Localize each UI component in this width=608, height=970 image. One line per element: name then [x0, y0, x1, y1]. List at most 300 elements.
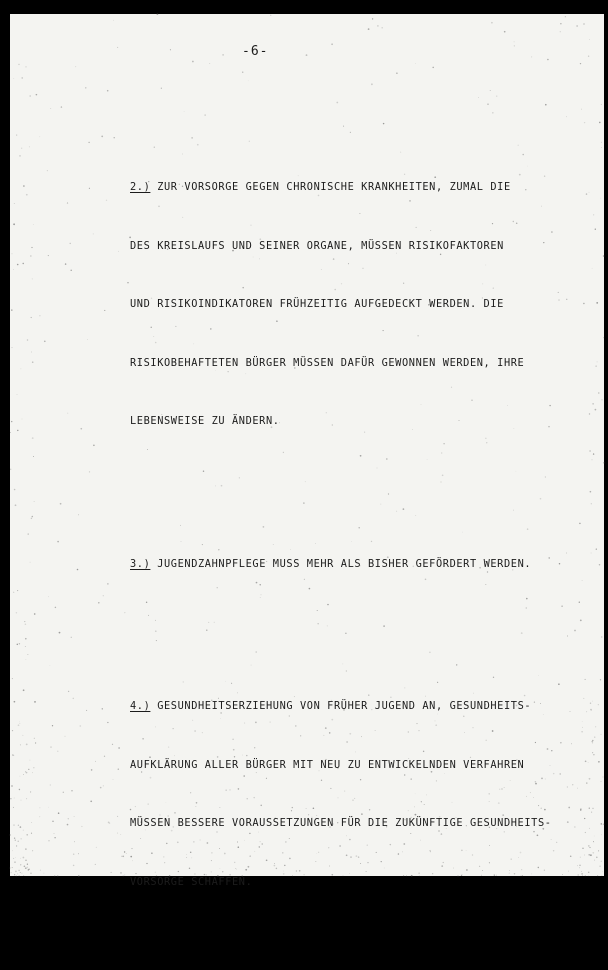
- noise-dot: [19, 643, 20, 644]
- noise-dot: [67, 413, 68, 414]
- noise-dot: [381, 27, 383, 29]
- text-line: GESUNDHEITSERZIEHUNG VON FRÜHER JUGEND AN, GESUNDHEITS-: [150, 700, 532, 712]
- noise-dot: [34, 701, 36, 703]
- noise-dot: [504, 31, 506, 33]
- noise-dot: [15, 857, 16, 858]
- noise-dot: [34, 501, 35, 502]
- noise-dot: [514, 45, 515, 46]
- noise-dot: [60, 503, 62, 505]
- noise-dot: [26, 659, 27, 660]
- noise-dot: [34, 738, 35, 739]
- noise-dot: [117, 47, 118, 48]
- noise-dot: [161, 88, 162, 89]
- text-line: MÜSSEN BESSERE VORAUSSETZUNGEN FÜR DIE ZUKÜNFTIGE GESUNDHEITS-: [130, 817, 552, 829]
- noise-dot: [127, 282, 128, 283]
- noise-dot: [31, 352, 32, 353]
- noise-dot: [118, 251, 119, 252]
- noise-dot: [118, 768, 119, 769]
- item-marker: 4.): [130, 700, 151, 712]
- noise-dot: [33, 767, 34, 768]
- noise-dot: [22, 419, 23, 420]
- noise-dot: [18, 841, 19, 842]
- noise-dot: [18, 825, 19, 826]
- noise-dot: [95, 761, 96, 762]
- noise-dot: [78, 875, 80, 877]
- noise-dot: [12, 253, 13, 254]
- noise-dot: [28, 654, 29, 655]
- noise-dot: [23, 735, 24, 736]
- noise-dot: [48, 255, 49, 256]
- noise-dot: [11, 421, 12, 422]
- noise-dot: [11, 785, 13, 787]
- noise-dot: [32, 772, 33, 773]
- noise-dot: [21, 838, 22, 839]
- noise-dot: [23, 830, 24, 831]
- noise-dot: [19, 722, 20, 723]
- noise-dot: [603, 337, 604, 338]
- noise-dot: [85, 87, 86, 88]
- noise-dot: [331, 43, 333, 45]
- noise-dot: [57, 541, 59, 543]
- noise-dot: [31, 518, 32, 519]
- noise-dot: [601, 636, 602, 637]
- noise-dot: [209, 63, 210, 64]
- noise-dot: [601, 399, 602, 400]
- noise-dot: [64, 736, 65, 737]
- noise-dot: [14, 203, 15, 204]
- paragraph-3: [130, 516, 600, 614]
- noise-dot: [31, 317, 32, 318]
- noise-dot: [29, 147, 30, 148]
- noise-dot: [20, 864, 21, 865]
- noise-dot: [70, 243, 71, 244]
- text-line: JUGENDZAHNPFLEGE MUSS MEHR ALS BISHER GEFÖRDERT WERDEN.: [150, 557, 532, 570]
- noise-dot: [19, 155, 21, 157]
- noise-dot: [39, 315, 40, 316]
- noise-dot: [58, 812, 60, 814]
- noise-dot: [588, 56, 589, 57]
- noise-dot: [50, 746, 51, 747]
- noise-dot: [11, 872, 12, 873]
- noise-dot: [89, 188, 90, 189]
- noise-dot: [602, 824, 603, 825]
- noise-dot: [29, 95, 31, 97]
- noise-dot: [560, 31, 561, 32]
- noise-dot: [98, 602, 100, 604]
- noise-dot: [44, 340, 46, 342]
- noise-dot: [75, 66, 76, 67]
- noise-dot: [14, 861, 15, 862]
- noise-dot: [242, 71, 243, 72]
- noise-dot: [270, 15, 271, 16]
- noise-dot: [23, 857, 25, 859]
- noise-dot: [27, 864, 28, 865]
- noise-dot: [565, 16, 566, 17]
- noise-dot: [30, 791, 31, 792]
- noise-dot: [23, 774, 24, 775]
- noise-dot: [122, 855, 124, 857]
- noise-dot: [52, 725, 53, 726]
- noise-dot: [17, 264, 19, 266]
- text-line: AUFKLÄRUNG ALLER BÜRGER MIT NEU ZU ENTWICKELNDEN VERFAHREN: [130, 758, 525, 771]
- noise-dot: [583, 23, 584, 24]
- noise-dot: [17, 590, 18, 591]
- noise-dot: [57, 751, 58, 752]
- noise-dot: [71, 637, 72, 638]
- noise-dot: [13, 223, 15, 225]
- page-number: -6-: [242, 44, 269, 59]
- noise-dot: [78, 853, 79, 854]
- noise-dot: [108, 822, 110, 824]
- noise-dot: [11, 309, 12, 310]
- noise-dot: [25, 860, 26, 861]
- noise-dot: [89, 471, 90, 472]
- noise-dot: [602, 875, 603, 876]
- noise-dot: [117, 833, 118, 834]
- noise-dot: [107, 90, 109, 92]
- noise-dot: [73, 853, 74, 854]
- noise-dot: [12, 754, 14, 756]
- noise-dot: [86, 710, 87, 711]
- noise-dot: [25, 66, 26, 67]
- noise-dot: [24, 866, 26, 868]
- noise-dot: [25, 623, 27, 625]
- noise-dot: [10, 469, 11, 470]
- noise-dot: [126, 853, 127, 854]
- noise-dot: [121, 856, 122, 857]
- noise-dot: [44, 873, 45, 874]
- noise-dot: [93, 233, 94, 234]
- noise-dot: [125, 612, 126, 613]
- noise-dot: [30, 562, 31, 563]
- noise-dot: [603, 255, 605, 257]
- noise-dot: [88, 142, 89, 143]
- noise-dot: [26, 194, 28, 196]
- noise-dot: [13, 269, 14, 270]
- noise-dot: [601, 861, 602, 862]
- noise-dot: [17, 394, 18, 395]
- noise-dot: [601, 734, 602, 735]
- noise-dot: [192, 61, 194, 63]
- noise-dot: [73, 698, 75, 700]
- noise-dot: [107, 722, 108, 723]
- noise-dot: [12, 678, 13, 679]
- noise-dot: [48, 840, 49, 841]
- noise-dot: [15, 504, 17, 506]
- noise-dot: [120, 872, 121, 873]
- noise-dot: [39, 816, 40, 817]
- document-page: [10, 14, 604, 888]
- noise-dot: [10, 798, 11, 799]
- noise-dot: [35, 742, 36, 743]
- noise-dot: [22, 263, 23, 264]
- noise-dot: [17, 873, 18, 874]
- noise-dot: [11, 347, 12, 348]
- noise-dot: [80, 428, 82, 430]
- noise-dot: [13, 825, 14, 826]
- noise-dot: [18, 64, 19, 65]
- noise-dot: [25, 646, 26, 647]
- item-marker: 2.): [130, 181, 151, 193]
- noise-dot: [18, 870, 19, 871]
- noise-dot: [31, 247, 32, 248]
- noise-dot: [396, 72, 398, 74]
- noise-dot: [104, 756, 105, 757]
- noise-dot: [20, 826, 22, 828]
- noise-dot: [601, 834, 602, 835]
- noise-dot: [102, 708, 103, 709]
- noise-dot: [20, 776, 21, 777]
- noise-dot: [54, 833, 55, 834]
- noise-dot: [547, 59, 549, 61]
- noise-dot: [560, 23, 561, 24]
- noise-dot: [601, 104, 602, 105]
- noise-dot: [580, 63, 581, 64]
- noise-dot: [100, 787, 102, 789]
- noise-dot: [17, 644, 18, 645]
- paragraph-4: [130, 658, 600, 931]
- noise-dot: [78, 514, 79, 515]
- noise-dot: [478, 97, 479, 98]
- noise-dot: [31, 833, 32, 834]
- noise-dot: [415, 63, 416, 64]
- noise-dot: [377, 25, 379, 27]
- noise-dot: [90, 800, 92, 802]
- noise-dot: [490, 90, 491, 91]
- noise-dot: [531, 56, 532, 57]
- noise-dot: [601, 142, 602, 143]
- noise-dot: [13, 78, 14, 79]
- noise-dot: [371, 83, 373, 85]
- noise-dot: [25, 771, 26, 772]
- noise-dot: [16, 612, 17, 613]
- noise-dot: [14, 489, 16, 491]
- noise-dot: [50, 784, 51, 785]
- noise-dot: [31, 822, 32, 823]
- noise-dot: [81, 826, 82, 827]
- noise-dot: [15, 871, 17, 873]
- noise-dot: [14, 874, 15, 875]
- noise-dot: [68, 691, 69, 692]
- noise-dot: [14, 838, 15, 839]
- noise-dot: [32, 850, 33, 851]
- noise-dot: [20, 723, 21, 724]
- noise-dot: [601, 147, 602, 148]
- noise-dot: [306, 54, 308, 56]
- noise-dot: [65, 263, 66, 264]
- noise-dot: [26, 744, 28, 746]
- noise-dot: [32, 361, 34, 363]
- noise-dot: [27, 339, 29, 341]
- noise-dot: [13, 858, 14, 859]
- noise-dot: [51, 108, 52, 109]
- noise-dot: [52, 821, 53, 822]
- noise-dot: [25, 867, 27, 869]
- noise-dot: [87, 339, 88, 340]
- noise-dot: [29, 760, 30, 761]
- noise-dot: [70, 270, 71, 271]
- noise-dot: [26, 834, 28, 836]
- noise-dot: [13, 807, 14, 808]
- noise-dot: [68, 818, 69, 819]
- noise-dot: [601, 823, 603, 825]
- noise-dot: [33, 456, 34, 457]
- noise-dot: [603, 462, 605, 464]
- noise-dot: [25, 638, 27, 640]
- noise-dot: [59, 632, 61, 634]
- noise-dot: [21, 873, 22, 874]
- noise-dot: [19, 789, 20, 790]
- noise-dot: [589, 39, 590, 40]
- noise-dot: [54, 875, 55, 876]
- noise-dot: [30, 873, 31, 874]
- noise-dot: [15, 840, 16, 841]
- noise-dot: [39, 807, 40, 808]
- noise-dot: [106, 200, 107, 201]
- noise-dot: [602, 776, 603, 777]
- noise-dot: [20, 744, 21, 745]
- noise-dot: [19, 875, 20, 876]
- noise-dot: [16, 845, 17, 846]
- noise-dot: [113, 779, 114, 780]
- noise-dot: [36, 94, 38, 96]
- noise-dot: [21, 148, 22, 149]
- noise-dot: [28, 869, 29, 870]
- noise-dot: [39, 136, 40, 137]
- noise-dot: [368, 28, 370, 30]
- noise-dot: [24, 621, 25, 622]
- noise-dot: [12, 730, 13, 731]
- noise-dot: [14, 798, 15, 799]
- noise-dot: [514, 41, 515, 42]
- noise-dot: [23, 875, 24, 876]
- noise-dot: [54, 837, 55, 838]
- noise-dot: [74, 841, 75, 842]
- noise-dot: [117, 816, 118, 817]
- noise-dot: [432, 67, 434, 69]
- noise-dot: [57, 875, 59, 877]
- noise-dot: [20, 858, 21, 859]
- noise-dot: [9, 867, 10, 868]
- text-line: UND RISIKOINDIKATOREN FRÜHZEITIG AUFGEDECKT WERDEN. DIE: [130, 298, 504, 310]
- noise-dot: [23, 185, 25, 187]
- noise-dot: [32, 516, 34, 518]
- noise-dot: [170, 49, 171, 50]
- paragraph-2: [130, 139, 600, 471]
- noise-dot: [28, 533, 29, 534]
- noise-dot: [114, 137, 115, 138]
- noise-dot: [30, 255, 31, 256]
- text-line: ZUR VORSORGE GEGEN CHRONISCHE KRANKHEITEN, ZUMAL DIE: [150, 181, 511, 193]
- noise-dot: [600, 198, 601, 199]
- item-marker: 3.): [130, 557, 151, 570]
- noise-dot: [496, 96, 497, 97]
- noise-dot: [14, 701, 16, 703]
- noise-dot: [12, 850, 13, 851]
- noise-dot: [26, 798, 27, 799]
- text-line: DES KREISLAUFS UND SEINER ORGANE, MÜSSEN RISIKOFAKTOREN: [130, 239, 504, 252]
- noise-dot: [111, 872, 112, 873]
- noise-dot: [50, 665, 51, 666]
- noise-dot: [77, 569, 79, 571]
- noise-dot: [107, 583, 108, 584]
- noise-dot: [12, 867, 13, 868]
- noise-dot: [33, 224, 34, 225]
- noise-dot: [55, 607, 57, 609]
- noise-dot: [103, 785, 104, 786]
- noise-dot: [79, 725, 81, 727]
- noise-dot: [32, 437, 34, 439]
- noise-dot: [104, 310, 105, 311]
- noise-dot: [48, 807, 49, 808]
- noise-dot: [112, 744, 113, 745]
- noise-dot: [73, 865, 75, 867]
- noise-dot: [67, 203, 68, 204]
- noise-dot: [96, 847, 97, 848]
- noise-dot: [34, 613, 36, 615]
- text-line: VORSORGE SCHAFFEN.: [130, 875, 253, 888]
- noise-dot: [26, 867, 28, 869]
- noise-dot: [47, 170, 48, 171]
- noise-dot: [601, 781, 602, 782]
- noise-dot: [95, 864, 96, 865]
- noise-dot: [16, 876, 17, 877]
- noise-dot: [18, 724, 20, 726]
- noise-dot: [20, 872, 21, 873]
- noise-dot: [222, 54, 224, 56]
- noise-dot: [101, 136, 103, 138]
- text-line: RISIKOBEHAFTETEN BÜRGER MÜSSEN DAFÜR GEWONNEN WERDEN, IHRE: [130, 356, 525, 369]
- noise-dot: [17, 430, 18, 431]
- noise-dot: [13, 592, 14, 593]
- body-text: [130, 100, 600, 970]
- noise-dot: [40, 870, 41, 871]
- noise-dot: [93, 445, 95, 447]
- noise-dot: [71, 790, 72, 791]
- noise-dot: [9, 834, 10, 835]
- noise-dot: [124, 875, 125, 876]
- text-line: LEBENSWEISE ZU ÄNDERN.: [130, 415, 280, 427]
- noise-dot: [28, 769, 29, 770]
- noise-dot: [20, 368, 21, 369]
- noise-dot: [32, 278, 33, 279]
- noise-dot: [118, 747, 120, 749]
- noise-dot: [491, 22, 493, 24]
- noise-dot: [576, 25, 577, 26]
- noise-dot: [74, 816, 75, 817]
- noise-dot: [113, 20, 114, 21]
- noise-dot: [48, 596, 49, 597]
- noise-dot: [600, 679, 601, 680]
- noise-dot: [602, 871, 603, 872]
- noise-dot: [63, 792, 64, 793]
- noise-dot: [21, 800, 22, 801]
- noise-dot: [21, 77, 22, 78]
- noise-dot: [124, 851, 125, 852]
- noise-dot: [26, 772, 28, 774]
- noise-dot: [123, 875, 124, 876]
- noise-dot: [16, 135, 17, 136]
- noise-dot: [120, 834, 121, 835]
- noise-dot: [157, 13, 159, 15]
- noise-dot: [67, 824, 69, 826]
- noise-dot: [61, 106, 62, 107]
- noise-dot: [10, 432, 11, 433]
- noise-dot: [25, 848, 26, 849]
- noise-dot: [248, 80, 249, 81]
- noise-dot: [23, 689, 25, 691]
- noise-dot: [91, 769, 93, 771]
